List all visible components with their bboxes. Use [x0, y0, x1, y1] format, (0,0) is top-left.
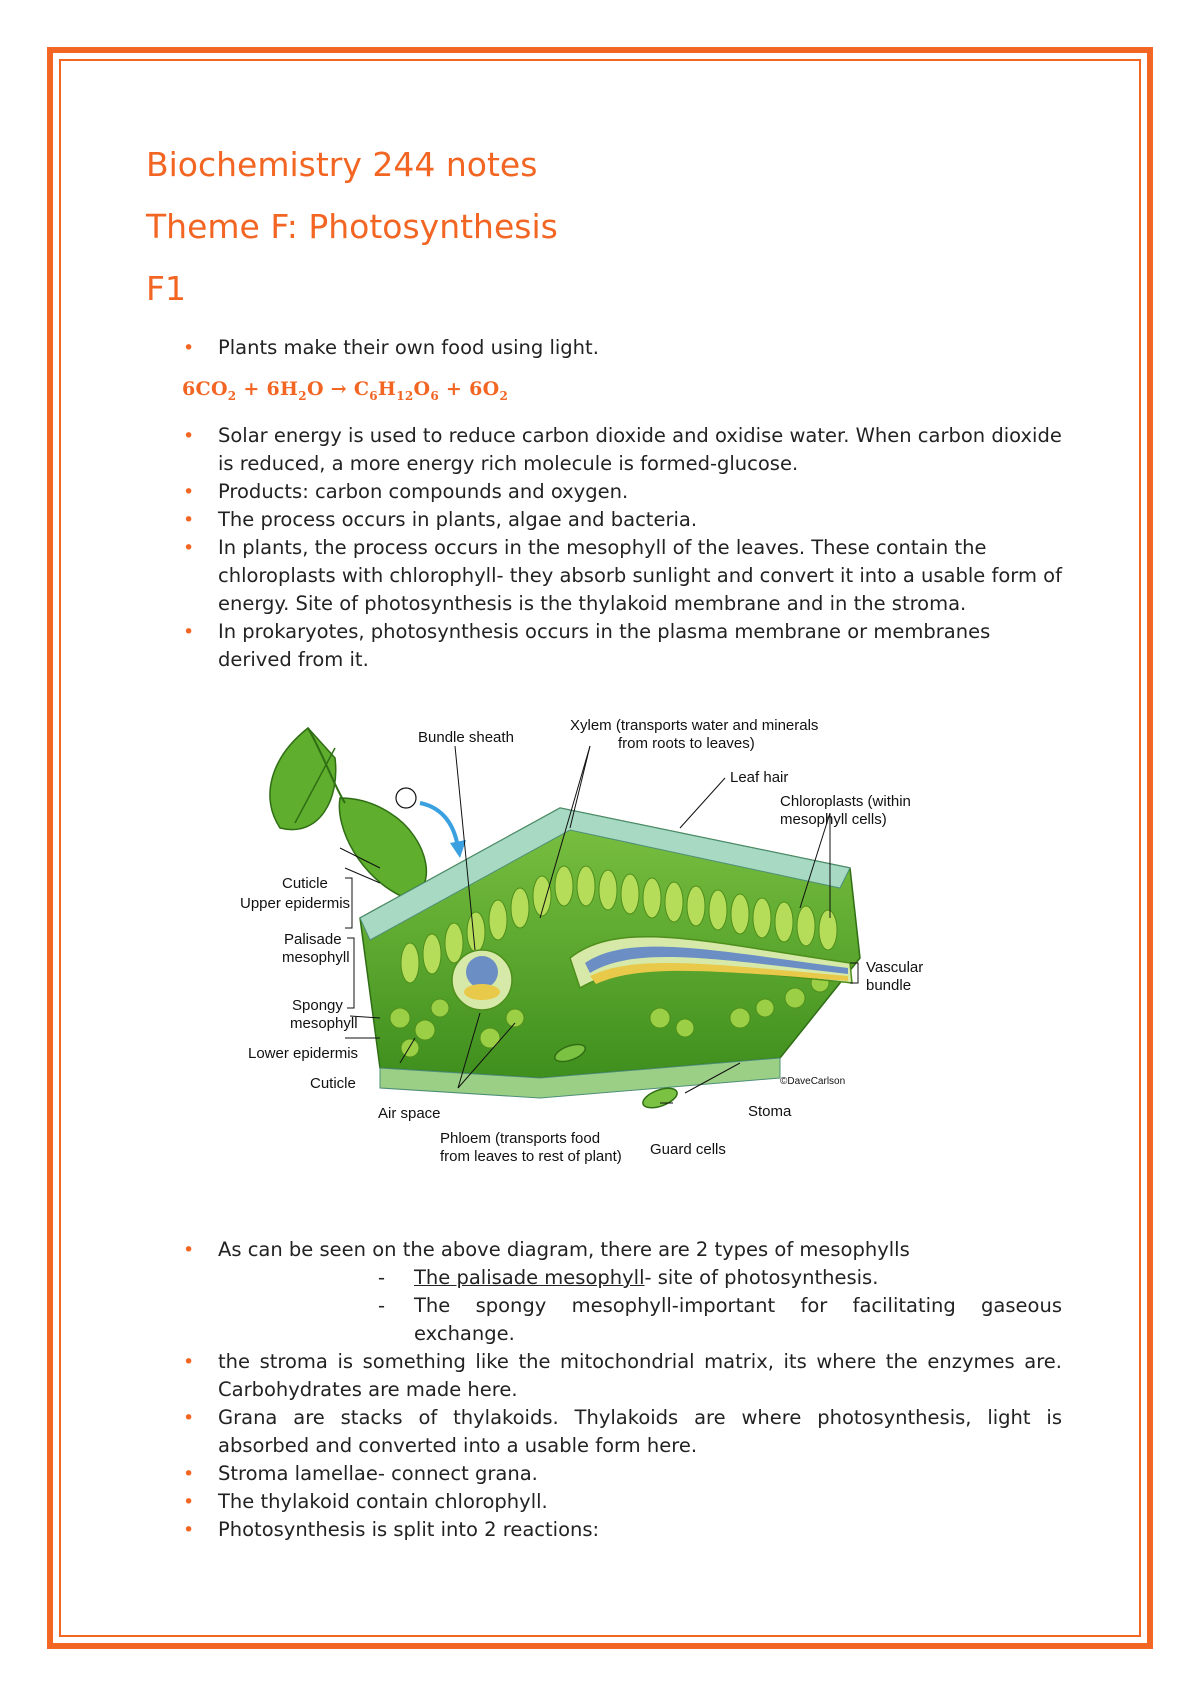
label-leaf-hair: Leaf hair [730, 769, 789, 786]
label-palisade-2: mesophyll [282, 949, 350, 966]
label-palisade-1: Palisade [284, 931, 342, 948]
label-phloem-1: Phloem (transports food [440, 1130, 601, 1147]
bullet-icon: • [183, 1351, 195, 1373]
list-item: • Plants make their own food using light. [146, 334, 1062, 362]
intro-list [146, 334, 1062, 362]
list-item: • In prokaryotes, photosynthesis occurs in the plasma membrane or membranes derived from it. [183, 620, 991, 671]
list-item: • Solar energy is used to reduce carbon dioxide and oxidise water. When carbon dioxide is reduced, a more energy rich molecule is formed-glucose. [183, 424, 1062, 475]
theme-heading: Theme F: Photosynthesis [146, 207, 558, 246]
label-bundle-sheath: Bundle sheath [418, 729, 514, 746]
label-stoma: Stoma [748, 1103, 792, 1120]
document-title: Biochemistry 244 notes [146, 145, 538, 184]
label-credit: ©DaveCarlson [780, 1076, 846, 1087]
leaf-section [360, 808, 860, 1112]
label-guard-cells: Guard cells [650, 1141, 726, 1158]
label-cuticle-top: Cuticle [282, 875, 328, 892]
mesophyll-list [146, 1236, 1062, 1264]
label-chloroplasts-2: mesophyll cells) [780, 811, 887, 828]
list-item: • The process occurs in plants, algae and bacteria. [146, 506, 1062, 534]
label-xylem-2: from roots to leaves) [618, 735, 755, 752]
list-item: • Photosynthesis is split into 2 reactions: [146, 1516, 1062, 1544]
sub-item-palisade: - The palisade mesophyll- site of photosynthesis. [378, 1266, 879, 1289]
label-spongy-2: mesophyll [290, 1015, 358, 1032]
main-list [146, 422, 1062, 674]
mesophyll-sublist [146, 1264, 1062, 1348]
bullet-icon: • [183, 481, 195, 503]
palisade-term: The palisade mesophyll [414, 1266, 645, 1289]
list-item: • As can be seen on the above diagram, there are 2 types of mesophylls [146, 1236, 1062, 1264]
label-phloem-2: from leaves to rest of plant) [440, 1148, 622, 1165]
bullet-icon: • [183, 1463, 195, 1485]
label-chloroplasts-1: Chloroplasts (within [780, 793, 911, 810]
bullet-icon: • [183, 537, 195, 559]
list-item: • Products: carbon compounds and oxygen. [146, 478, 1062, 506]
label-cuticle-bottom: Cuticle [310, 1075, 356, 1092]
bullet-icon: • [183, 1519, 195, 1541]
label-air-space: Air space [378, 1105, 441, 1122]
stroma-list [146, 1348, 1062, 1544]
label-spongy-1: Spongy [292, 997, 343, 1014]
bullet-icon: • [183, 509, 195, 531]
bullet-icon: • [183, 621, 195, 643]
bullet-icon: • [183, 337, 195, 359]
bullet-icon: • [183, 1491, 195, 1513]
list-item: • In plants, the process occurs in the mesophyll of the leaves. These contain the chloroplasts with chlorophyll- they absorb sunlight and convert it into a usable form of energy. Site of photosynthesis is the thylakoid membrane and in the stroma. [183, 536, 1062, 615]
label-upper-epidermis: Upper epidermis [240, 895, 351, 912]
bullet-icon: • [183, 1239, 195, 1261]
leaf-illustration [270, 728, 466, 898]
sub-item-spongy: - The spongy mesophyll-important for facilitating gaseous exchange. [378, 1294, 1062, 1345]
list-item: • the stroma is something like the mitochondrial matrix, its where the enzymes are. Carbohydrates are made here. [183, 1350, 1062, 1401]
bullet-icon: • [183, 1407, 195, 1429]
photosynthesis-equation: $6CO_2 + 6H_2O \to C_6H_{12}O_6 + 6O_2$ [182, 378, 509, 403]
list-item: • Stroma lamellae- connect grana. [146, 1460, 1062, 1488]
label-lower-epidermis: Lower epidermis [248, 1045, 359, 1062]
bullet-icon: • [183, 425, 195, 447]
section-heading: F1 [146, 269, 186, 308]
label-vascular-2: bundle [866, 977, 912, 994]
list-item: • Grana are stacks of thylakoids. Thylakoids are where photosynthesis, light is absorbed and converted into a usable form here. [183, 1406, 1062, 1457]
list-item: • The thylakoid contain chlorophyll. [146, 1488, 1062, 1516]
leaf-cross-section-diagram [240, 718, 950, 1208]
label-xylem-1: Xylem (transports water and minerals [570, 718, 819, 734]
label-vascular-1: Vascular [866, 959, 924, 976]
